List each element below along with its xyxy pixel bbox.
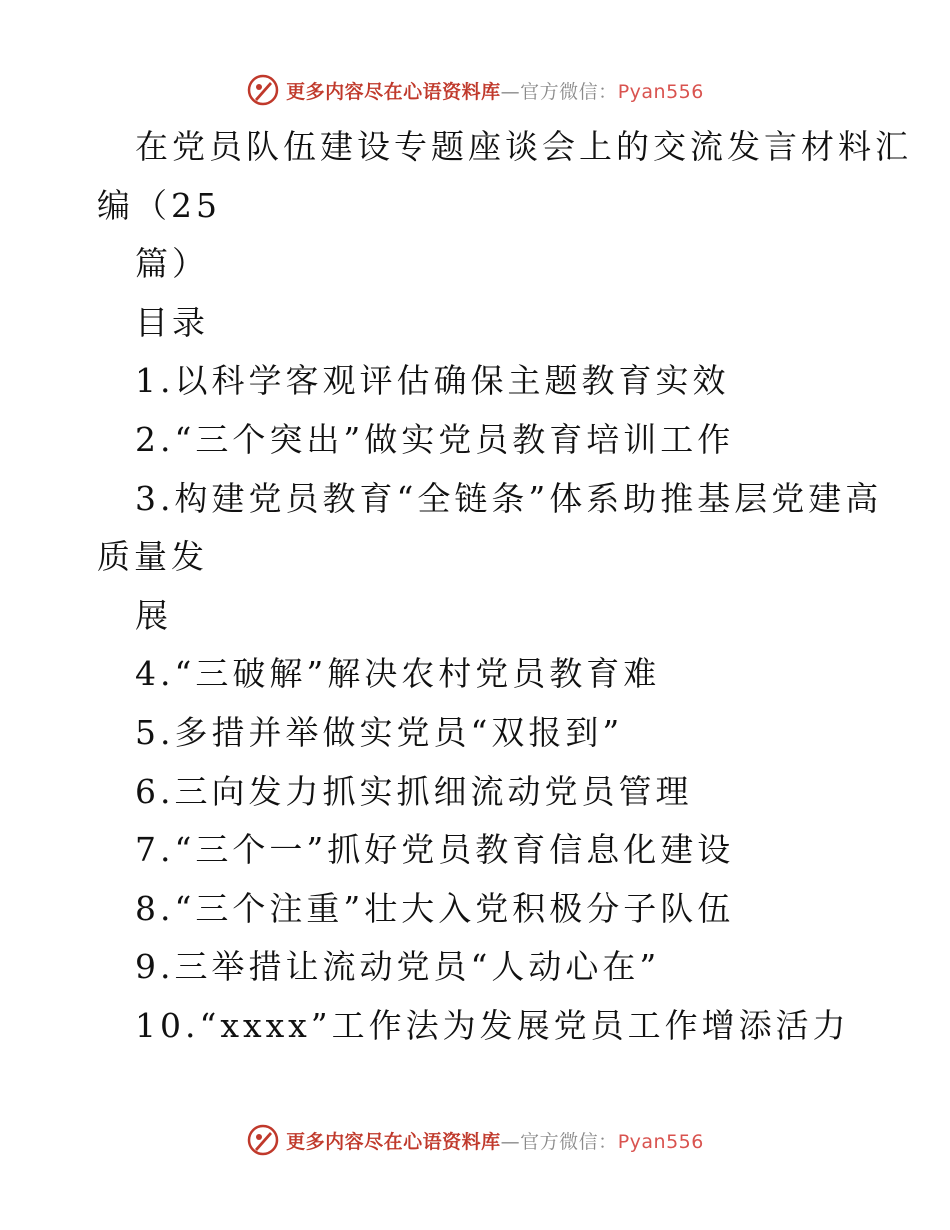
toc-item: 5.多措并举做实党员“双报到” xyxy=(135,712,624,752)
toc-item: 9.三举措让流动党员“人动心在” xyxy=(135,947,661,987)
toc-item: 6.三向发力抓实抓细流动党员管理 xyxy=(135,771,693,811)
document-title-line-2: 编（25 xyxy=(97,185,221,225)
toc-item-continuation: 展 xyxy=(135,595,172,635)
toc-item-continuation: 质量发 xyxy=(97,537,208,577)
toc-item: 8.“三个注重”壮大入党积极分子队伍 xyxy=(135,888,735,928)
banner-wechat-id: Pyan556 xyxy=(617,80,704,103)
banner-wechat-label: 官方微信： xyxy=(520,80,618,103)
toc-item: 7.“三个一”抓好党员教育信息化建设 xyxy=(135,830,735,870)
document-title-line-1: 在党员队伍建设专题座谈会上的交流发言材料汇 xyxy=(135,127,912,166)
toc-heading: 目录 xyxy=(135,302,209,342)
document-body xyxy=(97,118,912,1056)
banner-wechat-id: Pyan556 xyxy=(617,1130,704,1153)
toc-item: 3.构建党员教育“全链条”体系助推基层党建高 xyxy=(135,478,883,518)
toc-item: 10.“xxxx”工作法为发展党员工作增添活力 xyxy=(135,1005,850,1045)
banner-text xyxy=(286,1127,704,1154)
toc-item: 2.“三个突出”做实党员教育培训工作 xyxy=(135,419,735,459)
banner-site-name: 更多内容尽在心语资料库 xyxy=(286,1130,501,1153)
document-title-line-3: 篇） xyxy=(135,244,209,284)
banner-dash: — xyxy=(500,1130,521,1153)
footer-banner xyxy=(0,1120,950,1160)
banner-wechat-label: 官方微信： xyxy=(520,1130,618,1153)
header-banner xyxy=(0,70,950,110)
toc-item: 1.以科学客观评估确保主题教育实效 xyxy=(135,361,730,401)
quill-pen-logo-icon xyxy=(246,1123,280,1157)
toc-item: 4.“三破解”解决农村党员教育难 xyxy=(135,654,661,694)
banner-dash: — xyxy=(500,80,521,103)
banner-text xyxy=(286,77,704,104)
banner-site-name: 更多内容尽在心语资料库 xyxy=(286,80,501,103)
quill-pen-logo-icon xyxy=(246,73,280,107)
